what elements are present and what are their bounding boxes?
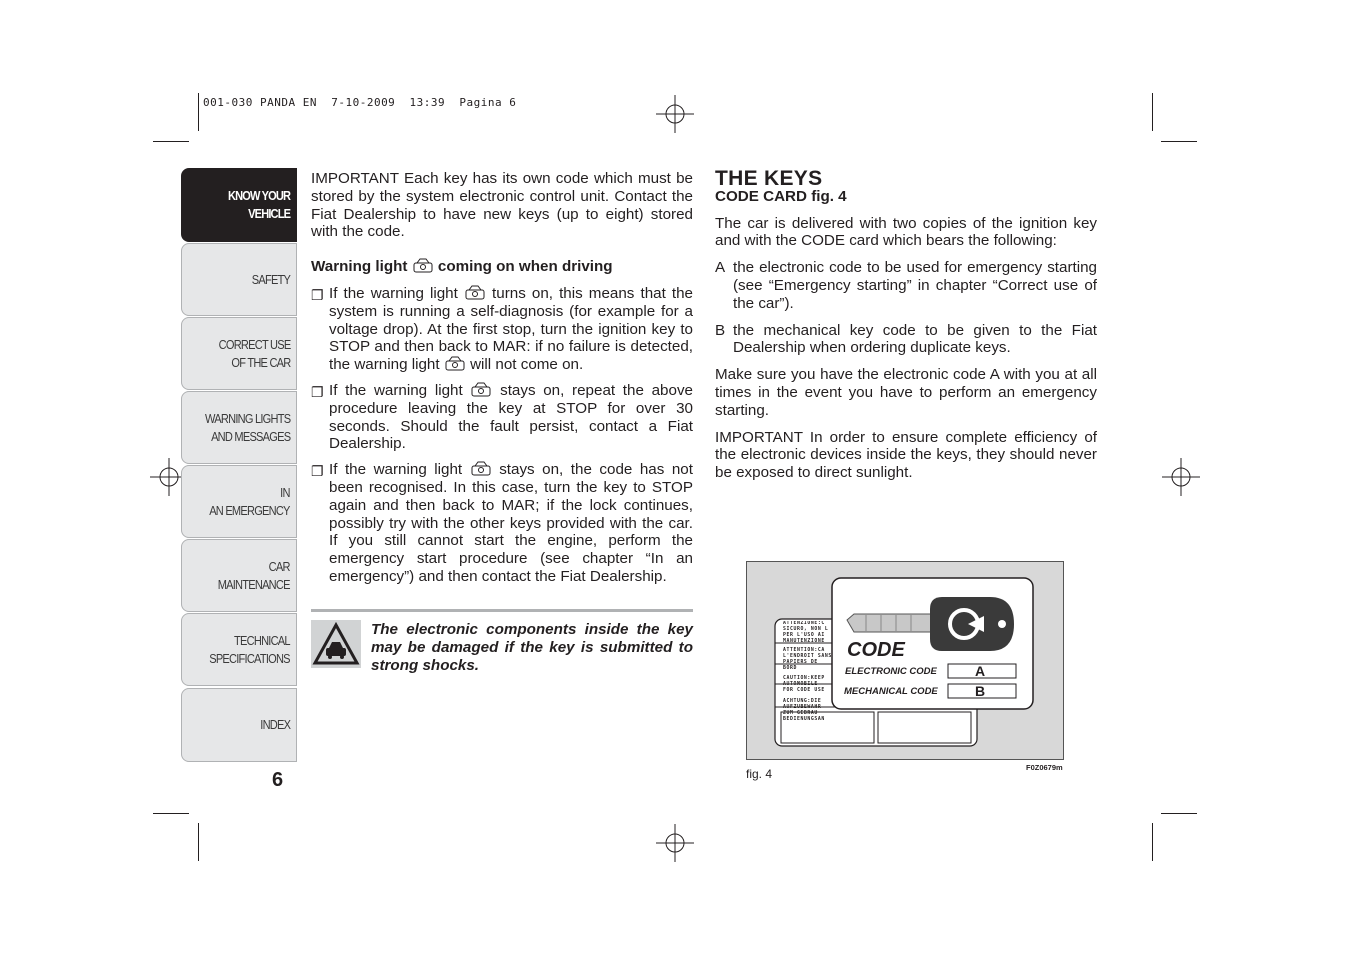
immobilizer-warning-icon (444, 356, 466, 372)
bullet-text: If the warning light (329, 284, 458, 302)
back-card-line: MANUTENZIONE (783, 639, 825, 644)
registration-mark-right (1162, 458, 1200, 496)
figure-code: F0Z0679m (1026, 763, 1063, 772)
item-letter: A (715, 259, 726, 277)
tab-label: WARNING LIGHTS AND MESSAGES (204, 410, 290, 444)
warning-light-heading (311, 258, 693, 276)
warning-triangle-icon (311, 620, 361, 668)
tab-label: CORRECT USE OF THE CAR (218, 336, 290, 370)
mechanical-code-label: MECHANICAL CODE (844, 686, 938, 697)
tab-label: TECHNICAL SPECIFICATIONS (209, 632, 290, 666)
electronic-code-label: ELECTRONIC CODE (845, 666, 937, 677)
list-item (311, 461, 693, 586)
immobilizer-warning-icon (470, 461, 492, 477)
list-item (311, 285, 693, 374)
bullet-text: turns on, this means that the system is running a self-diagnosis (for example for a voltage drop). At the first stop, turn the ignition key to STOP and then back to MAR: if no failure is detected, the warning light (329, 284, 693, 374)
heading-text: Warning light (311, 258, 408, 276)
back-card-line: ATTENZIONE:C (783, 621, 825, 626)
tab-correct-use[interactable] (181, 317, 297, 390)
print-header: 001-030 PANDA EN 7-10-2009 13:39 Pagina 6 (203, 96, 517, 109)
tab-technical-specifications[interactable] (181, 613, 297, 686)
back-card-line: ZUM GEBRAU (783, 711, 818, 716)
back-card-line: PAPIERS DE BORD (783, 660, 818, 671)
important-paragraph: IMPORTANT Each key has its own code which must be stored by the system electronic control unit. Contact the Fiat Dealership to have new keys (up to eight) stored with the code. (311, 170, 693, 241)
tab-warning-lights[interactable] (181, 391, 297, 464)
section-title: THE KEYS (715, 167, 823, 190)
list-item (311, 382, 693, 453)
bullet-text: If the warning light (329, 461, 463, 479)
back-card-text (783, 621, 833, 723)
crop-mark (1152, 823, 1153, 861)
registration-mark-top (656, 95, 694, 133)
mechanical-code-value: B (975, 683, 986, 699)
item-text: the electronic code to be used for emergency starting (see “Emergency starting” in chapter “Correct use of the car”). (733, 259, 1097, 312)
crop-mark (198, 93, 199, 131)
warning-note (311, 609, 693, 674)
crop-mark (1152, 93, 1153, 131)
bullet-text: stays on, repeat the above procedure leaving the key at STOP for over 30 seconds. Should the fault persist, contact a Fiat Dealership. (329, 381, 693, 453)
warning-note-text: The electronic components inside the key may be damaged if the key is submitted to strong shocks. (371, 621, 693, 674)
crop-mark (153, 141, 189, 142)
crop-mark (198, 823, 199, 861)
tab-label: SAFETY (251, 271, 290, 287)
back-card-line: AUFZUBEWAHR (783, 705, 822, 710)
back-card-line: CAUTION:KEEP (783, 676, 825, 681)
intro-paragraph: The car is delivered with two copies of the ignition key and with the CODE card which bears the following: (715, 214, 1097, 250)
item-text: the mechanical key code to be given to the Fiat Dealership when ordering duplicate keys. (733, 321, 1097, 357)
crop-mark (153, 813, 189, 814)
back-card-line: FOR CODE USE (783, 688, 825, 693)
back-card-line: AUTOMOBILE (783, 682, 818, 687)
back-card-line: L'ENDROIT SANS (783, 654, 832, 659)
immobilizer-warning-icon (412, 258, 434, 274)
tab-index[interactable] (181, 688, 297, 762)
back-card-line: BEDIENUNGSAN (783, 717, 825, 722)
tab-label: INDEX (260, 717, 290, 732)
list-item (715, 259, 1097, 312)
crop-mark (1161, 141, 1197, 142)
immobilizer-warning-icon (470, 382, 492, 398)
figure-caption: fig. 4 (746, 767, 773, 781)
electronic-code-value: A (975, 663, 986, 679)
card-title: CODE (847, 639, 905, 661)
tab-in-an-emergency[interactable] (181, 465, 297, 538)
paragraph: IMPORTANT In order to ensure complete efficiency of the electronic devices inside the keys, they should never be exposed to direct sunlight. (715, 428, 1097, 482)
tab-label: IN AN EMERGENCY (209, 484, 290, 518)
tab-label: CAR MAINTENANCE (217, 558, 290, 592)
immobilizer-warning-icon (464, 285, 486, 301)
bullet-text: If the warning light (329, 381, 463, 399)
back-card-line: ATTENTION:CA (783, 648, 825, 653)
registration-mark-bottom (656, 824, 694, 862)
crop-mark (1161, 813, 1197, 814)
left-column (311, 170, 693, 586)
back-card-line: PER L'USO AI (783, 633, 825, 638)
back-card-line: SICURO, NON L (783, 627, 829, 632)
bullet-text: stays on, the code has not been recognised. In this case, turn the key to STOP again and then back to MAR; if the lock continues, possibly try with the other keys provided with the car. If you still cannot start the engine, perform the emergency start procedure (see chapter “In an emergency”) and then contact the Fiat Dealership. (329, 461, 693, 585)
paragraph: Make sure you have the electronic code A with you at all times in the event you have to perform an emergency starting. (715, 366, 1097, 419)
checkbox-bullet-icon: ❐ (311, 383, 324, 400)
bullet-text: will not come on. (470, 356, 584, 374)
back-card-line: ACHTUNG:DIE (783, 699, 822, 704)
subsection-title: CODE CARD fig. 4 (715, 187, 847, 205)
code-card-figure (746, 561, 1064, 760)
right-column (715, 167, 1097, 482)
tab-label: KNOW YOUR VEHICLE (227, 188, 290, 221)
checkbox-bullet-icon: ❐ (311, 286, 324, 303)
heading-text: coming on when driving (437, 258, 613, 276)
item-letter: B (715, 321, 726, 339)
checkbox-bullet-icon: ❐ (311, 463, 324, 480)
list-item (715, 322, 1097, 358)
page-number: 6 (272, 769, 284, 791)
tab-safety[interactable] (181, 243, 297, 316)
tab-know-your-vehicle[interactable] (181, 168, 297, 242)
tab-car-maintenance[interactable] (181, 539, 297, 612)
